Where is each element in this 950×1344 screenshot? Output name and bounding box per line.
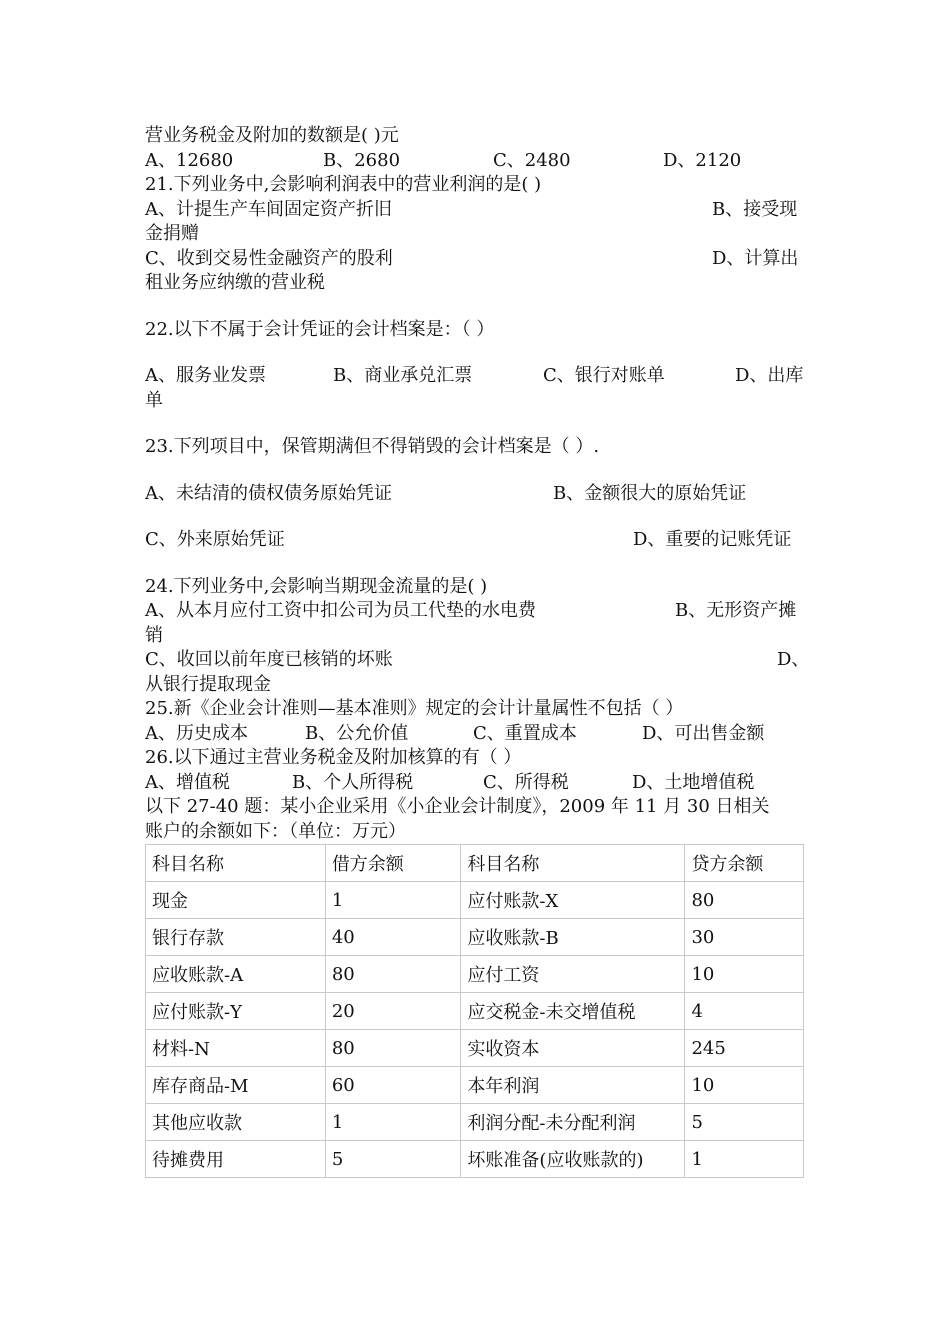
q24-option-d-start: D、 (777, 649, 810, 670)
cell-account-name-credit: 本年利润 (461, 1067, 685, 1104)
cell-account-name-debit: 应收账款-A (146, 956, 326, 993)
cell-account-name-credit: 应付工资 (461, 956, 685, 993)
cell-account-name-credit: 应收账款-B (461, 919, 685, 956)
q26-option-b: B、个人所得税 (292, 771, 414, 793)
table-row (146, 1141, 804, 1178)
q24-stem: 24.下列业务中,会影响当期现金流量的是( ) (145, 575, 488, 597)
cell-credit-balance: 245 (685, 1030, 804, 1067)
table-row (146, 956, 804, 993)
q25-option-d: D、可出售金额 (642, 722, 765, 744)
q23-line-cd (145, 528, 805, 553)
cell-debit-balance: 1 (325, 1104, 461, 1141)
q22-option-d-start: D、出库 (735, 365, 804, 386)
q20-option-c: C、2480 (493, 149, 571, 171)
cell-debit-balance: 20 (325, 993, 461, 1030)
q24-option-b-start: B、无形资产摊 (675, 600, 797, 621)
q26-option-d: D、土地增值税 (632, 771, 755, 793)
cell-credit-balance: 5 (685, 1104, 804, 1141)
table-row (146, 919, 804, 956)
q22-option-a: A、服务业发票 (145, 365, 266, 386)
cell-credit-balance: 30 (685, 919, 804, 956)
q22-option-c: C、银行对账单 (543, 365, 665, 386)
cell-credit-balance: 4 (685, 993, 804, 1030)
cell-debit-balance: 5 (325, 1141, 461, 1178)
cell-credit-balance: 10 (685, 1067, 804, 1104)
q20-option-d: D、2120 (663, 149, 742, 171)
cell-account-name-debit: 材料-N (146, 1030, 326, 1067)
q25-options (145, 722, 805, 747)
q21-option-a: A、计提生产车间固定资产折旧 (145, 198, 392, 220)
table-row (146, 882, 804, 919)
q26-option-c: C、所得税 (483, 771, 569, 793)
table-row (146, 1030, 804, 1067)
q21-line-cd (145, 247, 805, 272)
q21-option-c: C、收到交易性金融资产的股利 (145, 247, 393, 269)
table-row (146, 1104, 804, 1141)
cell-account-name-debit: 应付账款-Y (146, 993, 326, 1030)
cell-credit-balance: 10 (685, 956, 804, 993)
q21-option-b-start: B、接受现 (712, 198, 798, 220)
intro-line-1: 以下 27-40 题：某小企业采用《小企业会计制度》，2009 年 11 月 30 日相关 (145, 796, 770, 817)
q23-line-ab (145, 482, 805, 507)
cell-account-name-debit: 待摊费用 (146, 1141, 326, 1178)
q22-options (145, 364, 805, 389)
q23-option-b: B、金额很大的原始凭证 (553, 482, 747, 504)
cell-account-name-debit: 银行存款 (146, 919, 326, 956)
q23-stem: 23.下列项目中，保管期满但不得销毁的会计档案是（ ）. (145, 436, 600, 457)
q24-option-b-end: 销 (145, 624, 163, 646)
cell-debit-balance: 60 (325, 1067, 461, 1104)
cell-account-name-credit: 应付账款-X (461, 882, 685, 919)
header-credit-balance: 贷方余额 (685, 845, 804, 882)
q22-option-d-end: 单 (145, 389, 163, 411)
q21-option-d-end: 租业务应纳缴的营业税 (145, 272, 325, 293)
q21-line-ab (145, 198, 805, 223)
q24-option-a: A、从本月应付工资中扣公司为员工代垫的水电费 (145, 600, 536, 621)
q21-option-b-end: 金捐赠 (145, 223, 199, 244)
q25-option-b: B、公允价值 (305, 722, 409, 744)
q22-option-b: B、商业承兑汇票 (333, 365, 473, 386)
cell-debit-balance: 1 (325, 882, 461, 919)
cell-account-name-credit: 坏账准备(应收账款的) (461, 1141, 685, 1178)
cell-account-name-debit: 其他应收款 (146, 1104, 326, 1141)
q23-option-d: D、重要的记账凭证 (633, 529, 792, 550)
table-row (146, 1067, 804, 1104)
cell-debit-balance: 80 (325, 956, 461, 993)
q24-option-d-end: 从银行提取现金 (145, 673, 271, 695)
cell-account-name-credit: 实收资本 (461, 1030, 685, 1067)
header-account-name-debit: 科目名称 (146, 845, 326, 882)
q26-stem: 26.以下通过主营业务税金及附加核算的有（ ） (145, 747, 522, 768)
q25-option-a: A、历史成本 (145, 722, 248, 744)
document-page (145, 124, 810, 1178)
cell-account-name-debit: 现金 (146, 882, 326, 919)
q21-stem: 21.下列业务中,会影响利润表中的营业利润的是( ) (145, 174, 542, 195)
q22-stem: 22.以下不属于会计凭证的会计档案是：（ ） (145, 318, 495, 340)
table-header-row (146, 845, 804, 882)
q20-stem-tail: 营业务税金及附加的数额是( )元 (145, 125, 399, 146)
cell-credit-balance: 80 (685, 882, 804, 919)
cell-credit-balance: 1 (685, 1141, 804, 1178)
q25-stem: 25.新《企业会计准则—基本准则》规定的会计计量属性不包括（ ） (145, 698, 684, 719)
account-balance-table (145, 844, 804, 1178)
cell-account-name-debit: 库存商品-M (146, 1067, 326, 1104)
q25-option-c: C、重置成本 (473, 722, 577, 744)
q23-option-c: C、外来原始凭证 (145, 529, 285, 550)
intro-line-2: 账户的余额如下：（单位：万元） (145, 820, 406, 842)
cell-debit-balance: 80 (325, 1030, 461, 1067)
q20-options (145, 149, 805, 174)
q20-option-a: A、12680 (145, 149, 234, 171)
header-debit-balance: 借方余额 (325, 845, 461, 882)
cell-account-name-credit: 利润分配-未分配利润 (461, 1104, 685, 1141)
q24-option-c: C、收回以前年度已核销的坏账 (145, 649, 393, 670)
q23-option-a: A、未结清的债权债务原始凭证 (145, 482, 392, 504)
cell-account-name-credit: 应交税金-未交增值税 (461, 993, 685, 1030)
q26-option-a: A、增值税 (145, 771, 230, 793)
q24-line-cd (145, 648, 810, 673)
q24-line-ab (145, 599, 805, 624)
cell-debit-balance: 40 (325, 919, 461, 956)
q26-options (145, 771, 805, 796)
q20-option-b: B、2680 (323, 149, 401, 171)
q21-option-d-start: D、计算出 (712, 247, 799, 269)
table-row (146, 993, 804, 1030)
header-account-name-credit: 科目名称 (461, 845, 685, 882)
